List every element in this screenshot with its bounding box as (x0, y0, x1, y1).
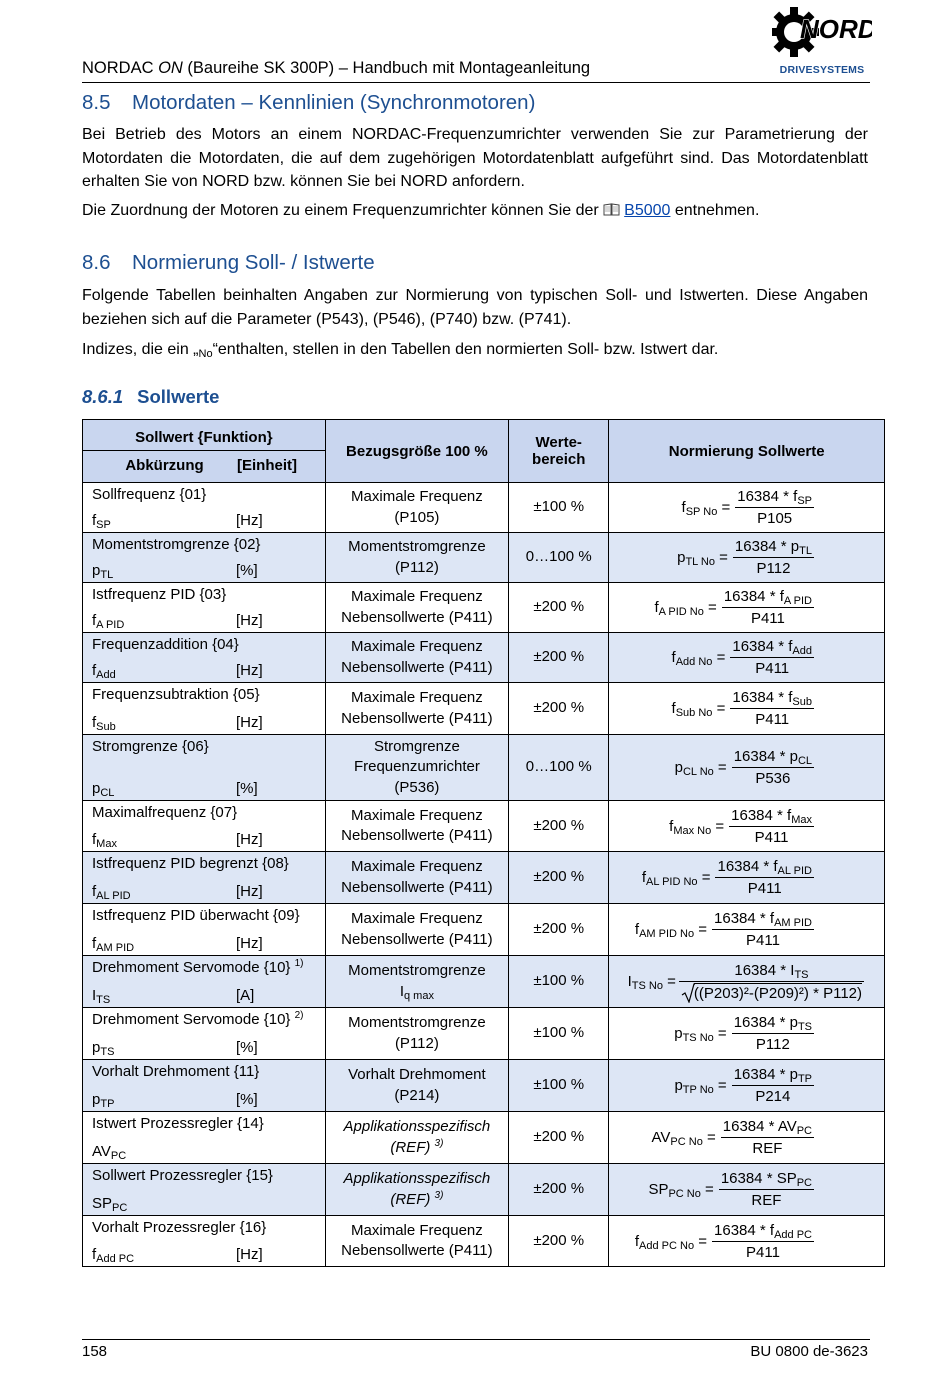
section-8-5-heading: 8.5 Motordaten – Kennlinien (Synchronmotoren) (82, 91, 536, 114)
table-row (83, 1060, 885, 1112)
abk-cell: Istfrequenz PID begrenzt {08} $f_{AL PID}$ [Hz] (83, 852, 326, 904)
normierung-cell: $f_{AL PID No}$ = $\frac{16384 * f_{AL PID}}{P411}$ (609, 852, 885, 904)
bezug-cell: Maximale Frequenz Nebensollwerte (P411) (325, 801, 508, 852)
table-row (83, 583, 885, 633)
abk-cell: Sollwert Prozessregler {15} $SP_{PC}$ (83, 1164, 326, 1216)
range-cell: 0…100 % (509, 533, 609, 583)
range-cell: ±200 % (509, 1112, 609, 1164)
range-cell: ±200 % (509, 1216, 609, 1267)
section-8-6-paragraph-1: Folgende Tabellen beinhalten Angaben zur Normierung von typischen Soll- und Istwerten. Diese Angaben beziehen sich auf die Parameter (P543), (P546), (P740) bzw. (P741). (82, 287, 868, 328)
nord-logo: NORD DRIVESYSTEMS (772, 2, 872, 78)
abk-cell: Vorhalt Prozessregler {16} $f_{Add PC}$ [Hz] (83, 1216, 326, 1267)
document-header-title: NORDAC ON (Baureihe SK 300P) – Handbuch mit Montageanleitung (82, 59, 591, 77)
abk-cell: Frequenzaddition {04} $f_{Add}$ [Hz] (83, 633, 326, 683)
normierung-cell: $f_{AM PID No}$ = $\frac{16384 * f_{AM PID}}{P411}$ (609, 904, 885, 956)
table-row (83, 801, 885, 852)
normierung-cell: $I_{TS No}$ = $\frac{16384 * I_{TS}}{\text{((P203)²-(P209)²) * P112)}}$ (609, 956, 885, 1008)
abk-cell: Stromgrenze {06} $p_{CL}$ [%] (83, 735, 326, 801)
abk-cell: Istfrequenz PID {03} $f_{A PID}$ [Hz] (83, 583, 326, 633)
abk-cell: Vorhalt Drehmoment {11} $p_{TP}$ [%] (83, 1060, 326, 1112)
header-bereich: Werte- bereich (509, 420, 609, 483)
table-row (83, 956, 885, 1008)
normierung-cell: $SP_{PC No}$ = $\frac{16384 * SP_{PC}}{\text{REF}}$ (609, 1164, 885, 1216)
normierung-cell: $f_{A PID No}$ = $\frac{16384 * f_{A PID}}{P411}$ (609, 583, 885, 633)
document-number: BU 0800 de-3623 (750, 1343, 868, 1360)
header-rule (82, 82, 870, 83)
bezug-cell: Momentstromgrenze $I_{q max}$ (325, 956, 508, 1008)
table-row (83, 1216, 885, 1267)
abk-cell: Drehmoment Servomode {10} $^{1)}$ $I_{TS}$ [A] (83, 956, 326, 1008)
table-row (83, 633, 885, 683)
section-8-5-paragraph-2: Die Zuordnung der Motoren zu einem Frequenzumrichter können Sie der B5000 entnehmen. (82, 202, 760, 219)
normierung-cell: $p_{CL No}$ = $\frac{16384 * p_{CL}}{P536}$ (609, 735, 885, 801)
bezug-cell: Vorhalt Drehmoment (P214) (325, 1060, 508, 1112)
normierung-cell: $p_{TS No}$ = $\frac{16384 * p_{TS}}{P112}$ (609, 1008, 885, 1060)
section-8-6-paragraph-2: Indizes, die ein $„_{No}“enthalten$, stellen in den Tabellen den normierten Soll- bzw. Istwert dar. (82, 341, 719, 360)
svg-text:NORD: NORD (800, 14, 872, 44)
abk-cell: Drehmoment Servomode {10} $^{2)}$ $p_{TS}$ [%] (83, 1008, 326, 1060)
range-cell: 0…100 % (509, 735, 609, 801)
range-cell: ±200 % (509, 904, 609, 956)
table-row (83, 904, 885, 956)
b5000-link[interactable]: B5000 (624, 202, 671, 219)
table-row (83, 683, 885, 735)
bezug-cell: Maximale Frequenz Nebensollwerte (P411) (325, 1216, 508, 1267)
header-bezug: Bezugsgröße 100 % (325, 420, 508, 483)
abk-cell: Istfrequenz PID überwacht {09} $f_{AM PID}$ [Hz] (83, 904, 326, 956)
bezug-cell: Maximale Frequenz Nebensollwerte (P411) (325, 904, 508, 956)
table-row (83, 533, 885, 583)
normierung-cell: $f_{Add PC No}$ = $\frac{16384 * f_{Add PC}}{P411}$ (609, 1216, 885, 1267)
range-cell: ±100 % (509, 1008, 609, 1060)
bezug-cell: Applikationsspezifisch (REF) $^{3)}$ (325, 1164, 508, 1216)
range-cell: ±200 % (509, 633, 609, 683)
bezug-cell: Momentstromgrenze (P112) (325, 533, 508, 583)
table-row (83, 483, 885, 533)
abk-cell: Sollfrequenz {01} $f_{SP}$ [Hz] (83, 483, 326, 533)
section-8-6-heading: 8.6 Normierung Soll- / Istwerte (82, 251, 375, 274)
normierung-cell: $f_{Sub No}$ = $\frac{16384 * f_{Sub}}{P411}$ (609, 683, 885, 735)
range-cell: ±100 % (509, 1060, 609, 1112)
range-cell: ±100 % (509, 483, 609, 533)
range-cell: ±200 % (509, 852, 609, 904)
range-cell: ±200 % (509, 801, 609, 852)
normierung-cell: $f_{Add No}$ = $\frac{16384 * f_{Add}}{P411}$ (609, 633, 885, 683)
table-row (83, 1008, 885, 1060)
abk-cell: Istwert Prozessregler {14} $AV_{PC}$ (83, 1112, 326, 1164)
table-row (83, 1164, 885, 1216)
table-row (83, 852, 885, 904)
range-cell: ±200 % (509, 683, 609, 735)
bezug-cell: Maximale Frequenz Nebensollwerte (P411) (325, 633, 508, 683)
normierung-cell: $f_{Max No}$ = $\frac{16384 * f_{Max}}{P411}$ (609, 801, 885, 852)
bezug-cell: Maximale Frequenz Nebensollwerte (P411) (325, 683, 508, 735)
page-number: 158 (82, 1343, 108, 1360)
abk-cell: Maximalfrequenz {07} $f_{Max}$ [Hz] (83, 801, 326, 852)
sollwerte-table (82, 419, 885, 1267)
bezug-cell: Maximale Frequenz Nebensollwerte (P411) (325, 852, 508, 904)
abk-cell: Momentstromgrenze {02} $p_{TL}$ [%] (83, 533, 326, 583)
bezug-cell: Maximale Frequenz Nebensollwerte (P411) (325, 583, 508, 633)
bezug-cell: Applikationsspezifisch (REF) $^{3)}$ (325, 1112, 508, 1164)
footer-rule (82, 1339, 870, 1340)
header-normierung: Normierung Sollwerte (609, 420, 885, 483)
header-function-cell: Sollwert {Funktion} Abkürzung [Einheit] (83, 420, 326, 483)
range-cell: ±200 % (509, 1164, 609, 1216)
normierung-cell: $p_{TL No}$ = $\frac{16384 * p_{TL}}{P112}$ (609, 533, 885, 583)
normierung-cell: $AV_{PC No}$ = $\frac{16384 * AV_{PC}}{\text{REF}}$ (609, 1112, 885, 1164)
range-cell: ±200 % (509, 583, 609, 633)
table-row (83, 1112, 885, 1164)
bezug-cell: Maximale Frequenz (P105) (325, 483, 508, 533)
book-icon (603, 200, 620, 213)
section-8-6-1-heading: 8.6.1 Sollwerte (82, 386, 220, 407)
range-cell: ±100 % (509, 956, 609, 1008)
normierung-cell: $p_{TP No}$ = $\frac{16384 * p_{TP}}{P214}$ (609, 1060, 885, 1112)
bezug-cell: Stromgrenze Frequenzumrichter (P536) (325, 735, 508, 801)
abk-cell: Frequenzsubtraktion {05} $f_{Sub}$ [Hz] (83, 683, 326, 735)
section-8-5-paragraph-1: Bei Betrieb des Motors an einem NORDAC-Frequenzumrichter verwenden Sie zur Parametrierung der Motordaten die Motordaten, die auf dem zugehörigen Motordatenblatt aufgeführt sind. Das Motordatenblatt erhalten Sie von NORD bzw. können Sie bei NORD anfordern. (82, 126, 868, 190)
normierung-cell: $f_{SP No}$ = $\frac{16384 * f_{SP}}{P105}$ (609, 483, 885, 533)
table-row (83, 735, 885, 801)
bezug-cell: Momentstromgrenze (P112) (325, 1008, 508, 1060)
